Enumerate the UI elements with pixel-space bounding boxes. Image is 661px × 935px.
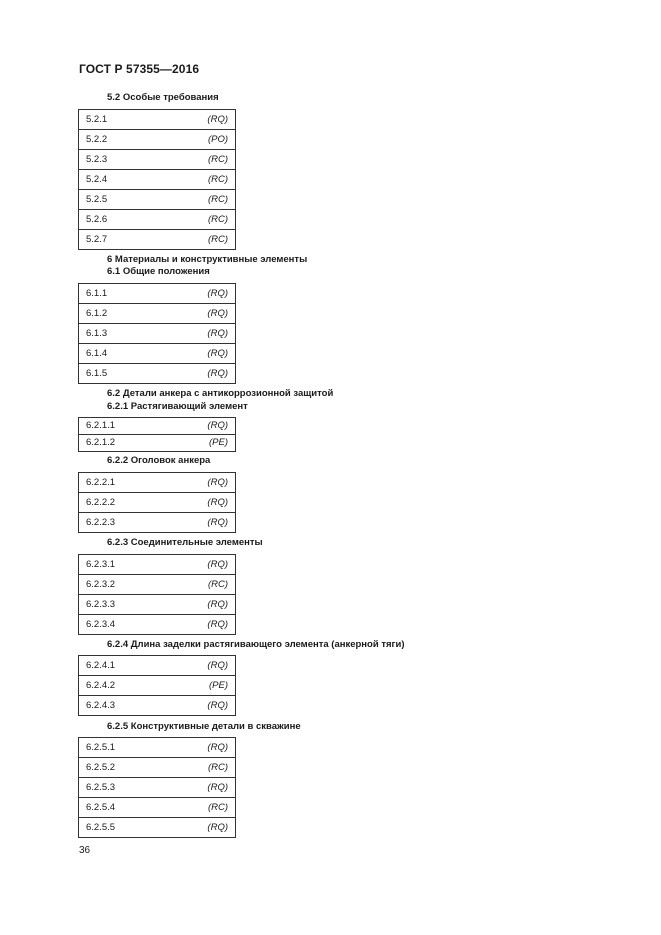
- requirement-type: (RQ): [165, 418, 235, 435]
- requirement-type: (RC): [158, 150, 236, 170]
- table-row: [79, 513, 236, 533]
- clause-number: 6.1.2: [79, 304, 158, 324]
- requirement-type: (RQ): [165, 493, 235, 513]
- document-header: ГОСТ Р 57355—2016: [79, 62, 200, 76]
- clause-number: 5.2.1: [79, 110, 158, 130]
- clause-number: 6.2.1.2: [79, 435, 166, 452]
- requirement-type: (RQ): [165, 555, 235, 575]
- section-heading-6-2: 6.2 Детали анкера с антикоррозионной защитой: [107, 388, 334, 399]
- table-row: [79, 435, 236, 452]
- section-heading-6-2-2: 6.2.2 Оголовок анкера: [107, 455, 211, 466]
- requirements-table-6-2-4: [78, 655, 236, 716]
- clause-number: 6.2.2.3: [79, 513, 166, 533]
- clause-number: 6.1.4: [79, 344, 158, 364]
- requirements-table-6-2-1: [78, 417, 236, 452]
- clause-number: 5.2.6: [79, 210, 158, 230]
- requirements-table-6-1: [78, 283, 236, 384]
- table-row: [79, 284, 236, 304]
- section-heading-6-2-1: 6.2.1 Растягивающий элемент: [107, 401, 248, 412]
- requirement-type: (RC): [158, 230, 236, 250]
- clause-number: 6.2.5.4: [79, 798, 166, 818]
- clause-number: 6.2.5.2: [79, 758, 166, 778]
- table-row: [79, 818, 236, 838]
- requirement-type: (RQ): [165, 473, 235, 493]
- section-heading-6: 6 Материалы и конструктивные элементы: [107, 254, 308, 265]
- table-row: [79, 555, 236, 575]
- requirement-type: (PO): [158, 130, 236, 150]
- clause-number: 6.2.4.3: [79, 696, 166, 716]
- table-row: [79, 130, 236, 150]
- requirement-type: (RC): [165, 758, 235, 778]
- table-row: [79, 595, 236, 615]
- table-row: [79, 676, 236, 696]
- requirement-type: (RQ): [158, 284, 236, 304]
- table-row: [79, 150, 236, 170]
- requirement-type: (RQ): [158, 110, 236, 130]
- requirement-type: (RC): [158, 190, 236, 210]
- requirement-type: (RQ): [165, 513, 235, 533]
- clause-number: 5.2.4: [79, 170, 158, 190]
- table-row: [79, 758, 236, 778]
- table-row: [79, 110, 236, 130]
- table-row: [79, 575, 236, 595]
- requirement-type: (RC): [165, 798, 235, 818]
- table-row: [79, 304, 236, 324]
- table-row: [79, 493, 236, 513]
- clause-number: 6.2.2.1: [79, 473, 166, 493]
- requirements-table-6-2-5: [78, 737, 236, 838]
- requirement-type: (RQ): [158, 364, 236, 384]
- requirement-type: (RQ): [158, 304, 236, 324]
- table-row: [79, 418, 236, 435]
- requirements-table-6-2-3: [78, 554, 236, 635]
- table-row: [79, 738, 236, 758]
- requirement-type: (PE): [165, 676, 235, 696]
- table-row: [79, 778, 236, 798]
- requirements-table-6-2-2: [78, 472, 236, 533]
- clause-number: 6.2.4.2: [79, 676, 166, 696]
- clause-number: 6.1.5: [79, 364, 158, 384]
- requirement-type: (RQ): [165, 696, 235, 716]
- requirement-type: (RC): [165, 575, 235, 595]
- requirement-type: (RQ): [158, 344, 236, 364]
- clause-number: 6.2.1.1: [79, 418, 166, 435]
- requirement-type: (RQ): [165, 738, 235, 758]
- section-heading-6-2-4: 6.2.4 Длина заделки растягивающего элемента (анкерной тяги): [107, 639, 405, 650]
- clause-number: 5.2.2: [79, 130, 158, 150]
- section-heading-6-1: 6.1 Общие положения: [107, 266, 210, 277]
- table-row: [79, 344, 236, 364]
- page-number: 36: [79, 845, 91, 856]
- clause-number: 5.2.5: [79, 190, 158, 210]
- clause-number: 6.2.2.2: [79, 493, 166, 513]
- table-row: [79, 324, 236, 344]
- requirement-type: (RQ): [165, 818, 235, 838]
- requirement-type: (RC): [158, 210, 236, 230]
- table-row: [79, 364, 236, 384]
- section-heading-6-2-3: 6.2.3 Соединительные элементы: [107, 537, 263, 548]
- clause-number: 6.2.3.4: [79, 615, 166, 635]
- section-heading-6-2-5: 6.2.5 Конструктивные детали в скважине: [107, 721, 301, 732]
- clause-number: 6.2.3.3: [79, 595, 166, 615]
- clause-number: 6.1.3: [79, 324, 158, 344]
- clause-number: 5.2.3: [79, 150, 158, 170]
- requirement-type: (RQ): [158, 324, 236, 344]
- requirement-type: (RC): [158, 170, 236, 190]
- requirement-type: (RQ): [165, 595, 235, 615]
- table-row: [79, 696, 236, 716]
- clause-number: 6.2.5.5: [79, 818, 166, 838]
- requirement-type: (RQ): [165, 778, 235, 798]
- clause-number: 6.2.5.3: [79, 778, 166, 798]
- requirement-type: (RQ): [165, 656, 235, 676]
- table-row: [79, 230, 236, 250]
- clause-number: 6.2.3.1: [79, 555, 166, 575]
- table-row: [79, 656, 236, 676]
- section-heading-5-2: 5.2 Особые требования: [107, 92, 219, 103]
- requirement-type: (PE): [165, 435, 235, 452]
- clause-number: 5.2.7: [79, 230, 158, 250]
- clause-number: 6.1.1: [79, 284, 158, 304]
- table-row: [79, 798, 236, 818]
- table-row: [79, 170, 236, 190]
- table-row: [79, 615, 236, 635]
- requirements-table-5-2: [78, 109, 236, 250]
- clause-number: 6.2.4.1: [79, 656, 166, 676]
- clause-number: 6.2.5.1: [79, 738, 166, 758]
- table-row: [79, 473, 236, 493]
- table-row: [79, 210, 236, 230]
- clause-number: 6.2.3.2: [79, 575, 166, 595]
- table-row: [79, 190, 236, 210]
- requirement-type: (RQ): [165, 615, 235, 635]
